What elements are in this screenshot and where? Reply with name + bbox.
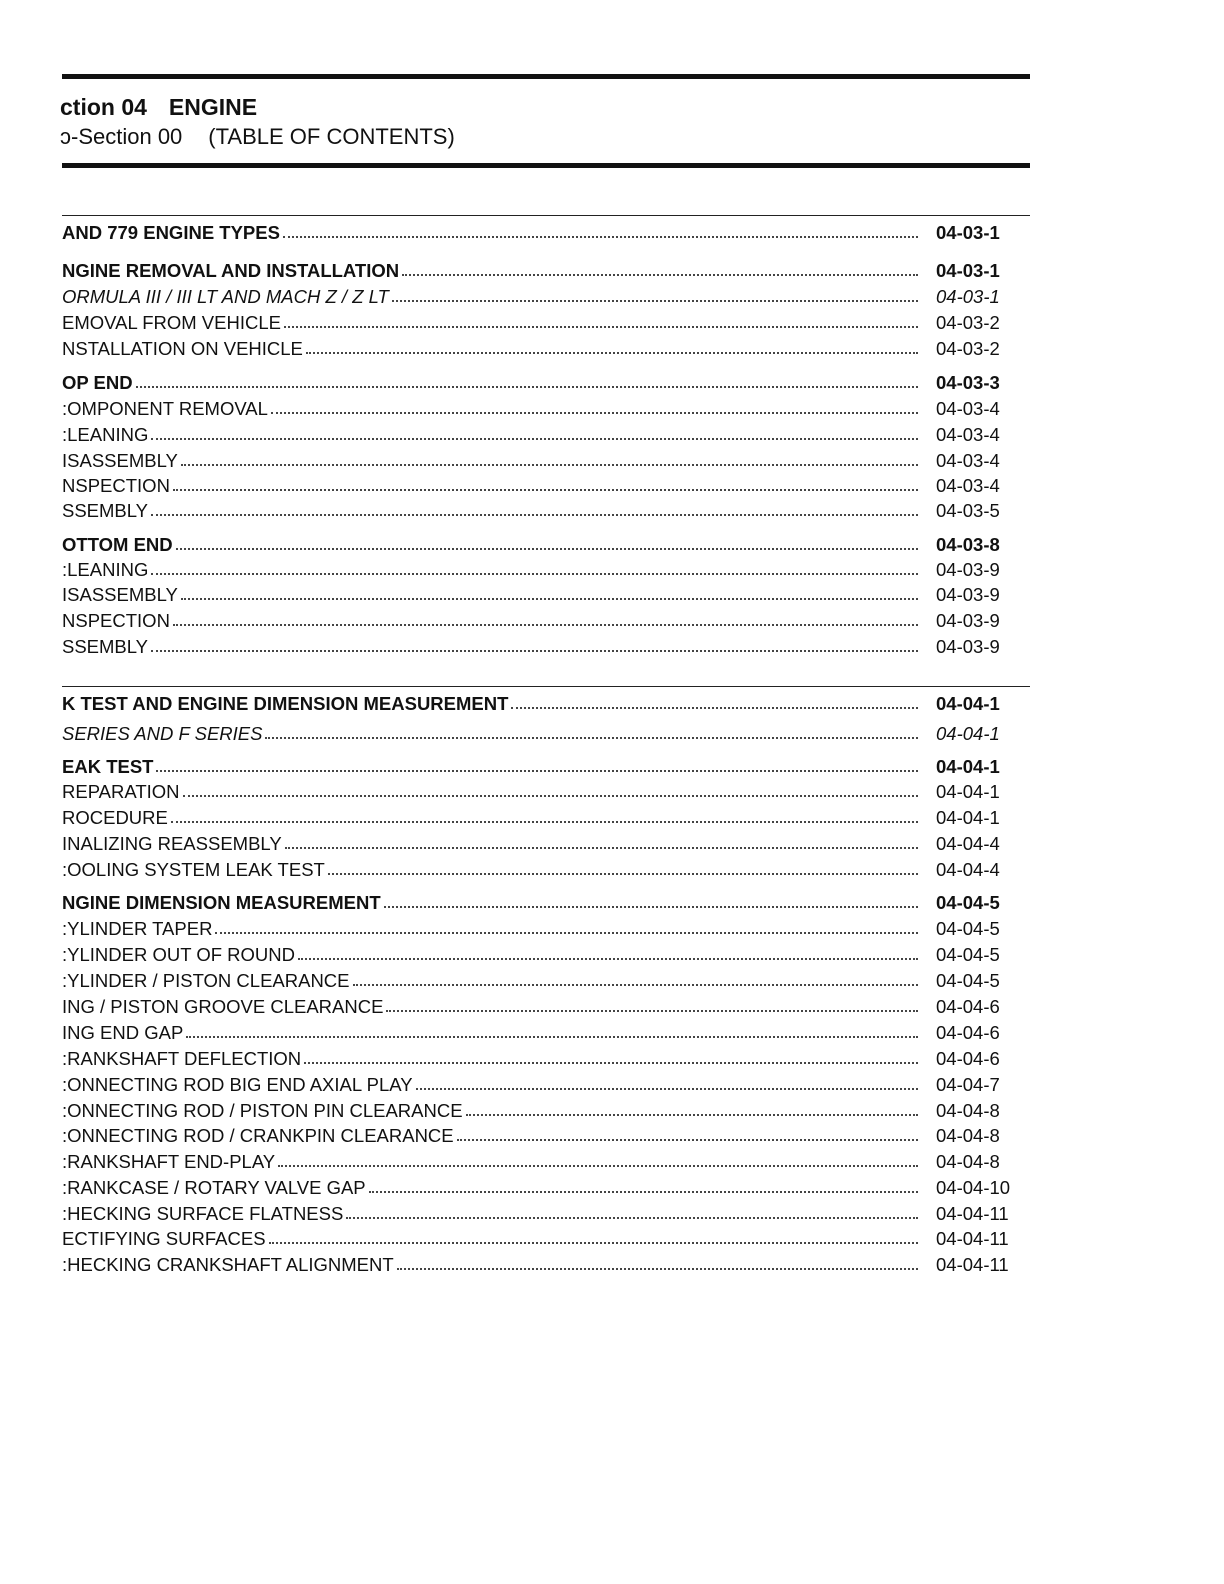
toc-entry[interactable] <box>62 471 1022 497</box>
toc-entry-page: 04-03-2 <box>936 312 1000 333</box>
toc-entry[interactable] <box>62 719 1022 745</box>
toc-entry-page: 04-03-5 <box>936 500 1000 521</box>
subsection-title: (TABLE OF CONTENTS) <box>208 124 455 149</box>
toc-entry-label: NSTALLATION ON VEHICLE <box>62 338 303 359</box>
toc-entry-page: 04-04-10 <box>936 1177 1011 1198</box>
toc-entry[interactable] <box>62 752 1022 778</box>
toc-leader-dots <box>181 463 918 466</box>
toc-leader-dots <box>416 1087 918 1090</box>
toc-entry-page: 04-03-9 <box>936 584 1000 605</box>
toc-entry[interactable] <box>62 966 1022 992</box>
toc-leader-dots <box>156 769 918 772</box>
toc-entry-page: 04-03-9 <box>936 636 1000 657</box>
header-top-rule <box>62 74 1030 79</box>
toc-entry[interactable] <box>62 606 1022 632</box>
toc-entry-label: ISASSEMBLY <box>62 584 178 605</box>
toc-entry-page: 04-04-11 <box>936 1203 1009 1224</box>
toc-entry[interactable] <box>62 1173 1022 1199</box>
toc-leader-dots <box>397 1267 918 1270</box>
toc-entry[interactable] <box>62 394 1022 420</box>
toc-entry[interactable] <box>62 1096 1022 1122</box>
toc-entry[interactable] <box>62 1044 1022 1070</box>
toc-entry-page: 04-04-8 <box>936 1125 1000 1146</box>
subsection-label: ɔ-Section 00 <box>60 124 183 149</box>
toc-entry-label: ROCEDURE <box>62 807 168 828</box>
toc-entry-page: 04-03-2 <box>936 338 1000 359</box>
toc-entry[interactable] <box>62 992 1022 1018</box>
toc-entry-label: :YLINDER OUT OF ROUND <box>62 944 295 965</box>
toc-entry-page: 04-04-8 <box>936 1100 1000 1121</box>
toc-entry-label: ING END GAP <box>62 1022 184 1043</box>
toc-entry[interactable] <box>62 1199 1022 1225</box>
toc-entry-label: ING / PISTON GROOVE CLEARANCE <box>62 996 384 1017</box>
toc-entry[interactable] <box>62 218 1022 244</box>
toc-entry-label: :YLINDER TAPER <box>62 918 213 939</box>
toc-entry-label: OTTOM END <box>62 534 173 555</box>
toc-entry-page: 04-03-1 <box>936 286 1000 307</box>
toc-entry-label: :LEANING <box>62 559 149 580</box>
toc-leader-dots <box>304 1061 918 1064</box>
toc-leader-dots <box>151 572 918 575</box>
toc-entry-page: 04-03-8 <box>936 534 1000 555</box>
toc-leader-dots <box>353 983 918 986</box>
toc-entry-page: 04-04-8 <box>936 1151 1000 1172</box>
toc-leader-dots <box>181 597 918 600</box>
toc-leader-dots <box>151 513 918 516</box>
group-rule <box>62 686 1030 687</box>
toc-entry-label: AND 779 ENGINE TYPES <box>62 222 280 243</box>
toc-entry[interactable] <box>62 368 1022 394</box>
toc-leader-dots <box>328 872 918 875</box>
toc-entry-page: 04-04-1 <box>936 756 1000 777</box>
toc-entry-page: 04-04-11 <box>936 1254 1009 1275</box>
toc-entry-page: 04-04-4 <box>936 833 1000 854</box>
toc-entry-page: 04-04-1 <box>936 807 1000 828</box>
toc-leader-dots <box>151 437 918 440</box>
toc-entry-page: 04-04-5 <box>936 944 1000 965</box>
toc-entry[interactable] <box>62 777 1022 803</box>
toc-leader-dots <box>176 547 918 550</box>
toc-entry[interactable] <box>62 914 1022 940</box>
toc-entry-label: EAK TEST <box>62 756 154 777</box>
toc-entry[interactable] <box>62 632 1022 658</box>
toc-leader-dots <box>183 794 918 797</box>
toc-leader-dots <box>283 235 918 238</box>
toc-leader-dots <box>269 1241 918 1244</box>
toc-entry[interactable] <box>62 888 1022 914</box>
toc-leader-dots <box>136 385 918 388</box>
toc-entry-page: 04-04-5 <box>936 918 1000 939</box>
toc-entry[interactable] <box>62 308 1022 334</box>
toc-entry-label: ECTIFYING SURFACES <box>62 1228 266 1249</box>
toc-entry[interactable] <box>62 555 1022 581</box>
toc-entry-page: 04-04-6 <box>936 996 1000 1017</box>
toc-leader-dots <box>402 273 918 276</box>
toc-entry-page: 04-03-9 <box>936 559 1000 580</box>
toc-entry[interactable] <box>62 446 1022 472</box>
toc-leader-dots <box>384 905 918 908</box>
toc-entry-label: OP END <box>62 372 133 393</box>
toc-leader-dots <box>173 488 918 491</box>
toc-entry-page: 04-03-4 <box>936 450 1000 471</box>
toc-leader-dots <box>284 325 918 328</box>
toc-leader-dots <box>511 706 918 709</box>
toc-entry-label: REPARATION <box>62 781 180 802</box>
toc-entry[interactable] <box>62 420 1022 446</box>
toc-leader-dots <box>278 1164 918 1167</box>
toc-entry[interactable] <box>62 855 1022 881</box>
toc-entry-page: 04-03-4 <box>936 475 1000 496</box>
toc-entry[interactable] <box>62 803 1022 829</box>
group-rule <box>62 215 1030 216</box>
toc-entry-page: 04-04-5 <box>936 970 1000 991</box>
toc-entry-label: :YLINDER / PISTON CLEARANCE <box>62 970 350 991</box>
toc-entry-label: :HECKING CRANKSHAFT ALIGNMENT <box>62 1254 394 1275</box>
toc-leader-dots <box>173 623 918 626</box>
subsection-heading <box>60 124 455 150</box>
toc-entry-label: :RANKSHAFT END-PLAY <box>62 1151 276 1172</box>
toc-entry-page: 04-03-1 <box>936 260 1000 281</box>
toc-leader-dots <box>298 957 918 960</box>
toc-entry-label: :RANKCASE / ROTARY VALVE GAP <box>62 1177 366 1198</box>
toc-entry[interactable] <box>62 1070 1022 1096</box>
toc-entry[interactable] <box>62 1121 1022 1147</box>
toc-leader-dots <box>151 649 918 652</box>
toc-leader-dots <box>186 1035 918 1038</box>
toc-entry-label: SSEMBLY <box>62 500 149 521</box>
section-label: ction 04 <box>60 94 147 120</box>
toc-entry-label: ISASSEMBLY <box>62 450 178 471</box>
toc-entry-label: :RANKSHAFT DEFLECTION <box>62 1048 302 1069</box>
toc-entry-page: 04-03-9 <box>936 610 1000 631</box>
toc-leader-dots <box>457 1138 918 1141</box>
header-bottom-rule <box>62 163 1030 168</box>
toc-entry-page: 04-04-1 <box>936 781 1000 802</box>
toc-leader-dots <box>171 820 918 823</box>
toc-leader-dots <box>392 299 918 302</box>
section-title: ENGINE <box>168 94 258 120</box>
toc-leader-dots <box>306 351 918 354</box>
toc-entry[interactable] <box>62 1250 1022 1276</box>
toc-entry-label: :OOLING SYSTEM LEAK TEST <box>62 859 325 880</box>
toc-entry[interactable] <box>62 256 1022 282</box>
toc-leader-dots <box>271 411 918 414</box>
toc-leader-dots <box>346 1216 918 1219</box>
toc-entry-page: 04-03-1 <box>936 222 1000 243</box>
toc-entry-label: EMOVAL FROM VEHICLE <box>62 312 281 333</box>
toc-entry-page: 04-04-11 <box>936 1228 1009 1249</box>
toc-entry-label: NSPECTION <box>62 610 170 631</box>
toc-entry-label: SSEMBLY <box>62 636 149 657</box>
toc-leader-dots <box>369 1190 918 1193</box>
toc-entry[interactable] <box>62 1224 1022 1250</box>
toc-entry-label: :HECKING SURFACE FLATNESS <box>62 1203 344 1224</box>
toc-entry-page: 04-03-3 <box>936 372 1000 393</box>
toc-entry-page: 04-04-6 <box>936 1022 1000 1043</box>
toc-entry-page: 04-04-6 <box>936 1048 1000 1069</box>
toc-entry-label: ORMULA III / III LT AND MACH Z / Z LT <box>62 286 389 307</box>
toc-entry-label: SERIES AND F SERIES <box>62 723 263 744</box>
toc-entry[interactable] <box>62 689 1022 715</box>
toc-entry-page: 04-04-7 <box>936 1074 1000 1095</box>
toc-entry[interactable] <box>62 940 1022 966</box>
toc-entry-page: 04-03-4 <box>936 424 1000 445</box>
toc-entry[interactable] <box>62 496 1022 522</box>
toc-entry[interactable] <box>62 1018 1022 1044</box>
toc-leader-dots <box>466 1113 918 1116</box>
toc-leader-dots <box>285 846 918 849</box>
toc-entry-label: :OMPONENT REMOVAL <box>62 398 268 419</box>
toc-leader-dots <box>386 1009 918 1012</box>
toc-leader-dots <box>265 736 918 739</box>
toc-entry[interactable] <box>62 334 1022 360</box>
toc-entry-page: 04-04-5 <box>936 892 1000 913</box>
toc-entry[interactable] <box>62 530 1022 556</box>
toc-entry[interactable] <box>62 829 1022 855</box>
section-heading <box>60 94 257 121</box>
toc-entry-page: 04-04-4 <box>936 859 1000 880</box>
toc-entry-label: NGINE REMOVAL AND INSTALLATION <box>62 260 400 281</box>
toc-entry[interactable] <box>62 282 1022 308</box>
toc-entry-label: :ONNECTING ROD BIG END AXIAL PLAY <box>62 1074 413 1095</box>
toc-entry-page: 04-04-1 <box>936 693 1000 714</box>
toc-entry-page: 04-04-1 <box>936 723 1000 744</box>
toc-entry-label: NSPECTION <box>62 475 170 496</box>
toc-entry-label: K TEST AND ENGINE DIMENSION MEASUREMENT <box>62 693 509 714</box>
toc-entry-label: NGINE DIMENSION MEASUREMENT <box>62 892 381 913</box>
toc-leader-dots <box>215 931 918 934</box>
toc-entry-label: :ONNECTING ROD / CRANKPIN CLEARANCE <box>62 1125 454 1146</box>
toc-entry-label: INALIZING REASSEMBLY <box>62 833 282 854</box>
toc-entry[interactable] <box>62 1147 1022 1173</box>
toc-entry-label: :ONNECTING ROD / PISTON PIN CLEARANCE <box>62 1100 463 1121</box>
toc-entry-label: :LEANING <box>62 424 149 445</box>
toc-entry[interactable] <box>62 580 1022 606</box>
toc-entry-page: 04-03-4 <box>936 398 1000 419</box>
